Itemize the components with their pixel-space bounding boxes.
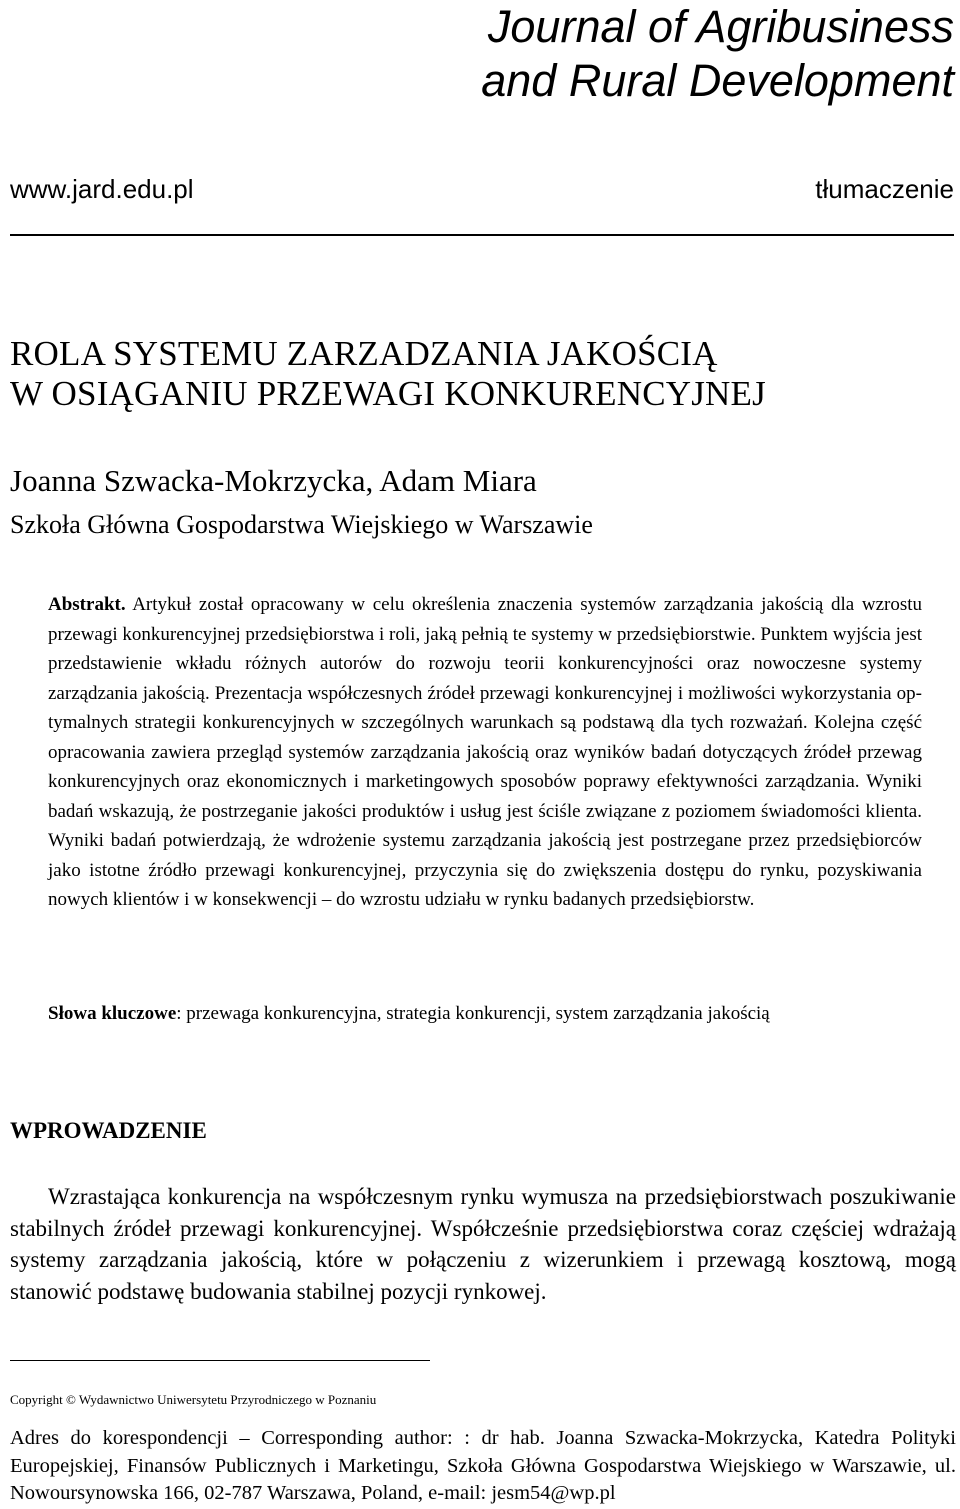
affiliation: Szkoła Główna Gospodarstwa Wiejskiego w Warszawie: [10, 510, 593, 539]
journal-title-line1: Journal of Agribusiness: [487, 1, 954, 52]
journal-title-line2: and Rural Development: [481, 55, 954, 106]
header-divider: [10, 234, 954, 236]
translation-label: tłumaczenie: [815, 174, 954, 204]
keywords: [48, 1000, 922, 1028]
section-heading-intro: WPROWADZENIE: [10, 1118, 207, 1143]
abstract-label: Abstrakt.: [48, 594, 126, 615]
correspondence-address: Adres do korespondencji – Corresponding author: : dr hab. Joanna Szwacka-Mokrzycka, Katedra Polityki Europejskiej, Finansów Publicznych i Marketingu, Szkoła Główna Gospodarstwa Wiejskiego w Warszawie, ul. Nowoursynowska 166, 02-787 Warszawa, Poland, e-mail: jesm54@wp.pl: [10, 1427, 956, 1504]
intro-paragraph: Wzrastająca konkurencja na współczesnym rynku wymusza na przedsiębiorstwach poszukiwanie stabilnych źródeł przewagi konkurencyjnej. Współcześnie przedsiębiorstwa coraz częściej wdrażają systemy zarządzania jakością, które w połączeniu z wizerunkiem i przewagą kosztową, mogą stanowić podstawę budowania stabilnej pozycji rynkowej.: [10, 1184, 956, 1304]
abstract-text: Artykuł został opracowany w celu określenia znaczenia systemów zarządzania jakością dla wzrostu przewagi konkurencyjnej przedsiębiorstwa i roli, jaką pełnią te systemy w przedsiębiorstwie. Punktem wyjścia jest przedstawienie wkładu różnych autorów do rozwoju teorii konkurencyjności oraz nowoczesne systemy zarządzania jakością. Prezentacja współczesnych źródeł przewagi konkurencyjnej i możliwości wykorzystania optymalnych strategii konkurencyjnych w szczególnych warunkach są podstawą dla tych rozważań. Kolejna część opracowania zawiera przegląd systemów zarządzania jakością oraz wyników badań dotyczących źródeł przewag konkurencyjnych oraz ekonomicznych i marketingowych sposobów poprawy efektywności zarządzania. Wyniki badań wskazują, że postrzeganie jakości produktów i usług jest ściśle związane z poziomem świadomości klienta. Wyniki badań potwierdzają, że wdrożenie systemu zarządzania jakością jest postrzegane przez przedsiębiorców jako istotne źródło przewagi konkurencyjnej, przyczynia się do zwiększenia dostępu do rynku, pozyskiwania nowych klientów i w konsekwencji – do wzrostu udziału w rynku badanych przedsiębiorstw.: [48, 594, 922, 910]
footnote-divider: [10, 1360, 430, 1361]
article-title-line1: ROLA SYSTEMU ZARZADZANIA JAKOŚCIĄ: [10, 334, 718, 373]
journal-info-row: [10, 174, 954, 205]
article-title-line2: W OSIĄGANIU PRZEWAGI KONKURENCYJNEJ: [10, 374, 766, 413]
abstract: [48, 590, 922, 915]
authors: Joanna Szwacka-Mokrzycka, Adam Miara: [10, 463, 537, 498]
journal-url: www.jard.edu.pl: [10, 174, 194, 204]
keywords-text: : przewaga konkurencyjna, strategia konkurencji, system zarządzania jakością: [176, 1003, 770, 1024]
copyright-notice: Copyright © Wydawnictwo Uniwersytetu Przyrodniczego w Poznaniu: [10, 1392, 377, 1407]
journal-title: [481, 0, 954, 108]
keywords-label: Słowa kluczowe: [48, 1003, 177, 1024]
article-title: [10, 334, 766, 414]
